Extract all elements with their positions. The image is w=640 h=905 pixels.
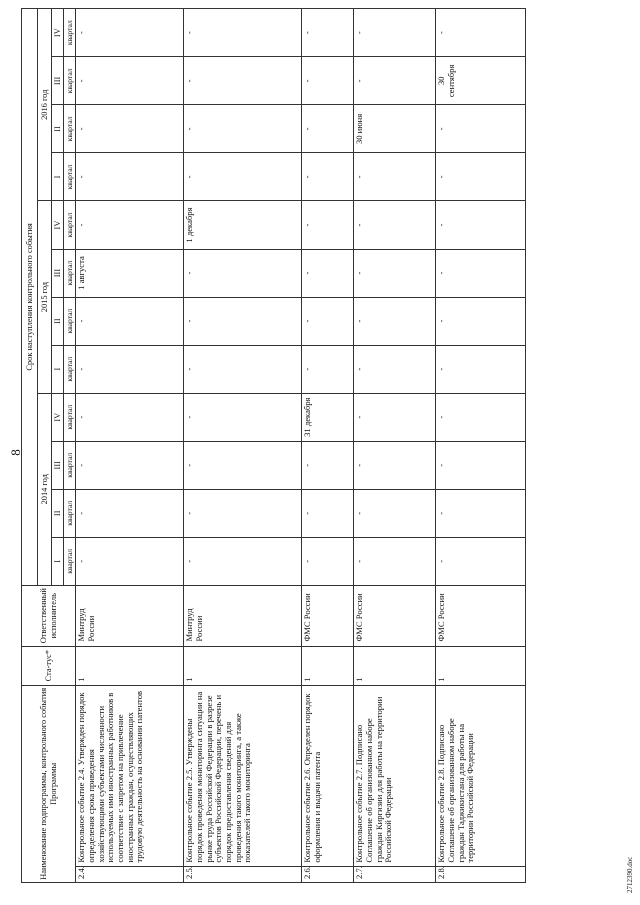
quarter-cell: - xyxy=(354,489,436,537)
header-quarter-word: квартал xyxy=(64,393,76,441)
quarter-cell: - xyxy=(302,105,354,153)
quarter-cell: - xyxy=(354,57,436,105)
event-status: 1 xyxy=(76,646,184,685)
control-events-table xyxy=(21,8,526,883)
quarter-cell: - xyxy=(354,393,436,441)
quarter-cell: - xyxy=(436,153,526,201)
event-name: Контрольное событие 2.5. Утверждены порядок проведения мониторинга ситуации на рынке труда Российской Федерации в разрезе субъектов Российской Федерации, перечень и порядок предоставления сведений для проведения такого мониторинга, а также показателей такого мониторинга xyxy=(184,685,302,866)
header-quarter-word: квартал xyxy=(64,249,76,297)
quarter-cell: - xyxy=(302,201,354,249)
responsible-executor: Минтруд России xyxy=(76,585,184,646)
responsible-executor: ФМС России xyxy=(436,585,526,646)
quarter-cell: 1 декабря xyxy=(184,201,302,249)
quarter-cell: - xyxy=(354,537,436,585)
quarter-cell: - xyxy=(184,345,302,393)
page-number: 8 xyxy=(8,449,23,456)
event-status: 1 xyxy=(184,646,302,685)
header-quarter-number: II xyxy=(52,297,64,345)
quarter-cell: - xyxy=(302,345,354,393)
quarter-cell: - xyxy=(436,345,526,393)
header-quarter-word: квартал xyxy=(64,489,76,537)
header-responsible: Ответственный исполнитель xyxy=(22,585,76,646)
header-quarter-word: квартал xyxy=(64,105,76,153)
event-status: 1 xyxy=(354,646,436,685)
header-quarter-number: IV xyxy=(52,201,64,249)
quarter-cell: - xyxy=(302,57,354,105)
quarter-cell: - xyxy=(184,249,302,297)
row-number: 2.5. xyxy=(184,866,302,882)
event-name: Контрольное событие 2.4. Утвержден порядок определения срока приведения хозяйствующими субъектами численности используемых ими иностранных работников в соответствие с запретом на привлечение иностранных граждан, осуществляющих трудовую деятельность на основании патентов xyxy=(76,685,184,866)
header-year: 2016 год xyxy=(38,9,52,201)
quarter-cell: 30 июня xyxy=(354,105,436,153)
quarter-cell: - xyxy=(76,345,184,393)
quarter-cell: - xyxy=(76,105,184,153)
header-year: 2015 год xyxy=(38,201,52,393)
quarter-cell: - xyxy=(302,441,354,489)
header-year: 2014 год xyxy=(38,393,52,585)
quarter-cell: - xyxy=(354,297,436,345)
header-status: Ста-тус* xyxy=(22,646,76,685)
quarter-cell: - xyxy=(302,297,354,345)
event-name: Контрольное событие 2.8. Подписано Соглашение об организованном наборе граждан Таджикистана для работы на территории Российской Федерации xyxy=(436,685,526,866)
quarter-cell: - xyxy=(302,9,354,57)
row-number: 2.6. xyxy=(302,866,354,882)
quarter-cell: - xyxy=(76,393,184,441)
quarter-cell: - xyxy=(184,297,302,345)
quarter-cell: 31 декабря xyxy=(302,393,354,441)
header-quarter-word: квартал xyxy=(64,441,76,489)
table-row xyxy=(184,9,302,883)
header-quarter-number: I xyxy=(52,537,64,585)
header-quarter-word: квартал xyxy=(64,57,76,105)
header-quarter-number: I xyxy=(52,345,64,393)
quarter-cell: - xyxy=(436,249,526,297)
quarter-cell: - xyxy=(436,441,526,489)
quarter-cell: - xyxy=(354,345,436,393)
responsible-executor: ФМС России xyxy=(302,585,354,646)
row-number: 2.8. xyxy=(436,866,526,882)
quarter-cell: - xyxy=(436,393,526,441)
quarter-cell: - xyxy=(436,297,526,345)
quarter-cell: - xyxy=(302,489,354,537)
quarter-cell: 1 августа xyxy=(76,249,184,297)
quarter-cell: - xyxy=(302,537,354,585)
header-deadline: Срок наступления контрольного события xyxy=(22,9,38,586)
header-quarter-word: квартал xyxy=(64,9,76,57)
quarter-cell: - xyxy=(354,153,436,201)
table-row xyxy=(436,9,526,883)
quarter-cell: - xyxy=(354,9,436,57)
quarter-cell: - xyxy=(76,57,184,105)
header-quarter-number: I xyxy=(52,153,64,201)
header-quarter-word: квартал xyxy=(64,201,76,249)
quarter-cell: 30 сентября xyxy=(436,57,526,105)
quarter-cell: - xyxy=(76,441,184,489)
quarter-cell: - xyxy=(184,441,302,489)
quarter-cell: - xyxy=(436,489,526,537)
quarter-cell: - xyxy=(184,489,302,537)
quarter-cell: - xyxy=(76,201,184,249)
quarter-cell: - xyxy=(76,9,184,57)
quarter-cell: - xyxy=(354,441,436,489)
quarter-cell: - xyxy=(184,153,302,201)
quarter-cell: - xyxy=(436,537,526,585)
quarter-cell: - xyxy=(76,297,184,345)
header-quarter-number: III xyxy=(52,441,64,489)
event-status: 1 xyxy=(436,646,526,685)
header-quarter-word: квартал xyxy=(64,153,76,201)
responsible-executor: Минтруд России xyxy=(184,585,302,646)
quarter-cell: - xyxy=(302,249,354,297)
header-quarter-number: III xyxy=(52,57,64,105)
header-quarter-word: квартал xyxy=(64,537,76,585)
quarter-cell: - xyxy=(436,9,526,57)
quarter-cell: - xyxy=(76,537,184,585)
event-name: Контрольное событие 2.7. Подписано Соглашение об организованном наборе граждан Киргизии для работы на территории Российской Федерации xyxy=(354,685,436,866)
quarter-cell: - xyxy=(184,537,302,585)
row-number: 2.7. xyxy=(354,866,436,882)
quarter-cell: - xyxy=(76,489,184,537)
quarter-cell: - xyxy=(184,9,302,57)
quarter-cell: - xyxy=(354,249,436,297)
quarter-cell: - xyxy=(302,153,354,201)
quarter-cell: - xyxy=(184,105,302,153)
header-name: Наименование подпрограммы, контрольного события Программы xyxy=(22,685,76,882)
header-quarter-word: квартал xyxy=(64,297,76,345)
header-quarter-word: квартал xyxy=(64,345,76,393)
header-quarter-number: II xyxy=(52,489,64,537)
table-row xyxy=(354,9,436,883)
quarter-cell: - xyxy=(436,201,526,249)
table-row xyxy=(302,9,354,883)
responsible-executor: ФМС России xyxy=(354,585,436,646)
header-quarter-number: II xyxy=(52,105,64,153)
event-status: 1 xyxy=(302,646,354,685)
quarter-cell: - xyxy=(436,105,526,153)
footer-filename: 2712390.doc xyxy=(626,856,634,893)
row-number: 2.4. xyxy=(76,866,184,882)
quarter-cell: - xyxy=(76,153,184,201)
header-quarter-number: IV xyxy=(52,393,64,441)
event-name: Контрольное событие 2.6. Определен порядок оформления и выдачи патента xyxy=(302,685,354,866)
table-row xyxy=(76,9,184,883)
header-quarter-number: III xyxy=(52,249,64,297)
header-quarter-number: IV xyxy=(52,9,64,57)
quarter-cell: - xyxy=(184,57,302,105)
quarter-cell: - xyxy=(354,201,436,249)
quarter-cell: - xyxy=(184,393,302,441)
